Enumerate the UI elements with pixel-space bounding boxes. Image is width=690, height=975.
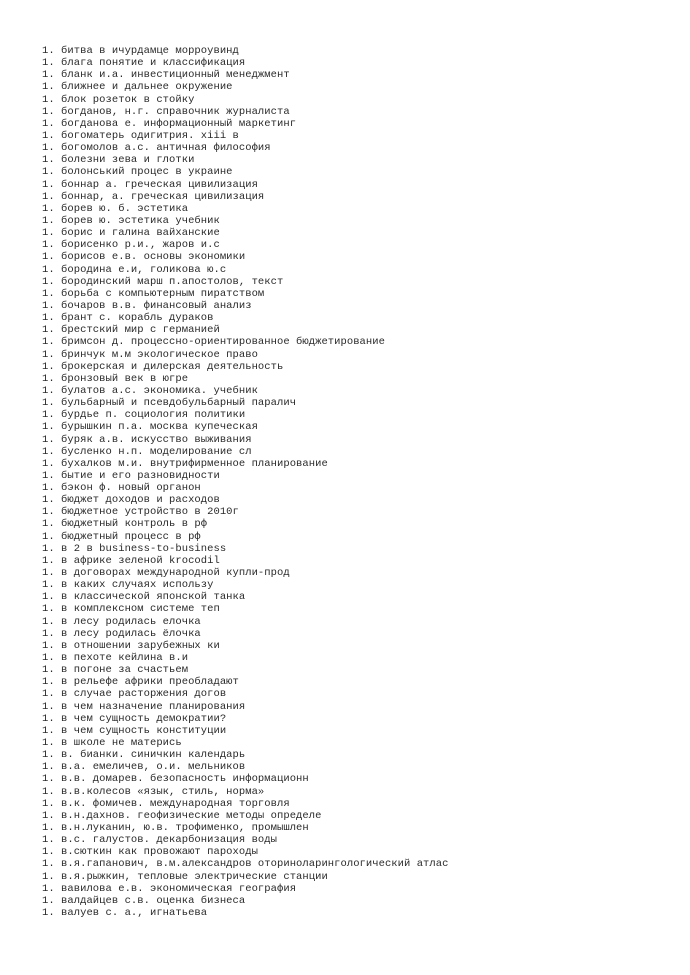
list-item: 1. брокерская и дилерская деятельность (42, 360, 284, 373)
entry-list (42, 45, 448, 919)
list-item: 1. в договорах международной купли-прод (42, 567, 290, 580)
list-item: 1. в каких случаях использу (42, 579, 214, 592)
list-item: 1. в лесу родилась ёлочка (42, 627, 201, 640)
list-item: 1. боннар, а. греческая цивилизация (42, 190, 265, 203)
list-item: 1. в чем сущность конституции (42, 724, 227, 737)
list-item: 1. в. бианки. синичкин календарь (42, 749, 246, 762)
list-item: 1. в.к. фомичев. международная торговля (42, 797, 290, 810)
list-item: 1. в чем сущность демократии? (42, 712, 227, 725)
list-item: 1. бородина е.и, голикова ю.с (42, 263, 227, 276)
list-item: 1. блок розеток в стойку (42, 93, 195, 106)
list-item: 1. борисов е.в. основы экономики (42, 251, 246, 264)
list-item: 1. борев ю. эстетика учебник (42, 214, 220, 227)
list-item: 1. в отношении зарубежных ки (42, 639, 220, 652)
list-item: 1. борев ю. б. эстетика (42, 202, 189, 215)
list-item: 1. в чем назначение планирования (42, 700, 246, 713)
list-item: 1. в школе не матерись (42, 737, 182, 750)
list-item: 1. в.в.колесов «язык, стиль, норма» (42, 785, 265, 798)
list-item: 1. бюджет доходов и расходов (42, 494, 220, 507)
list-item: 1. бурышкин п.а. москва купеческая (42, 421, 258, 434)
list-item: 1. в рельефе африки преобладают (42, 676, 239, 689)
list-item: 1. в пехоте кейлина в.и (42, 652, 189, 665)
list-item: 1. в.я.гапанович, в.м.александров оториноларингологический атлас (42, 858, 449, 871)
list-item: 1. борисенко р.и., жаров и.с (42, 239, 220, 252)
list-item: 1. в лесу родилась елочка (42, 615, 201, 628)
list-item: 1. болезни зева и глотки (42, 154, 195, 167)
list-item: 1. в.с. галустов. декарбонизация воды (42, 834, 277, 847)
list-item: 1. в африке зеленой krocodil (42, 554, 220, 567)
list-item: 1. богданов, н.г. справочник журналиста (42, 105, 290, 118)
list-item: 1. бронзовый век в югре (42, 372, 189, 385)
list-item: 1. бочаров в.в. финансовый анализ (42, 299, 252, 312)
list-item: 1. бюджетное устройство в 2010г (42, 506, 239, 519)
list-item: 1. в случае расторжения догов (42, 688, 227, 701)
list-item: 1. в.я.рыжкин, тепловые электрические станции (42, 870, 328, 883)
list-item: 1. бэкон ф. новый органон (42, 482, 201, 495)
list-item: 1. в.н.дахнов. геофизические методы определе (42, 809, 322, 822)
list-item: 1. в.а. емеличев, о.и. мельников (42, 761, 246, 774)
list-item: 1. в классической японской танка (42, 591, 246, 604)
list-item: 1. валдайцев с.в. оценка бизнеса (42, 894, 246, 907)
list-item: 1. в.н.луканин, ю.в. трофименко, промышлен (42, 822, 309, 834)
list-item: 1. в.в. домарев. безопасность информационн (42, 773, 309, 786)
list-item: 1. бурдье п. социология политики (42, 409, 246, 422)
list-item: 1. бытие и его разновидности (42, 469, 220, 482)
list-item: 1. валуев с. а., игнатьева (42, 906, 208, 919)
list-item: 1. бородинский марш п.апостолов, текст (42, 275, 284, 288)
list-item: 1. бланк и.а. инвестиционный менеджмент (42, 69, 290, 82)
list-item: 1. в комплексном системе теп (42, 603, 220, 616)
list-item: 1. борьба с компьютерным пиратством (42, 287, 265, 300)
list-item: 1. бухалков м.и. внутрифирменное планирование (42, 457, 328, 470)
list-item: 1. боннар а. греческая цивилизация (42, 178, 258, 191)
list-item: 1. богоматерь одигитрия. xiii в (42, 129, 239, 142)
list-item: 1. брестский мир с германией (42, 324, 220, 337)
list-item: 1. вавилова е.в. экономическая география (42, 882, 297, 895)
list-item: 1. бульбарный и псевдобульбарный паралич (42, 397, 297, 410)
list-item: 1. богданова е. информационный маркетинг (42, 117, 297, 130)
list-item: 1. в.сюткин как провожают пароходы (42, 846, 258, 859)
list-item: 1. бусленко н.п. моделирование сл (42, 445, 252, 458)
list-item: 1. буряк а.в. искусство выживания (42, 433, 252, 446)
list-item: 1. булатов а.с. экономика. учебник (42, 384, 258, 397)
list-item: 1. блага понятие и классификация (42, 57, 246, 70)
list-item: 1. бримсон д. процессно-ориентированное бюджетирование (42, 336, 385, 349)
list-item: 1. бюджетный контроль в рф (42, 518, 208, 531)
list-item: 1. ближнее и дальнее окружение (42, 81, 233, 94)
list-item: 1. бринчук м.м экологическое право (42, 348, 258, 361)
list-item: 1. бюджетный процесс в рф (42, 530, 201, 543)
list-item: 1. брант с. корабль дураков (42, 312, 214, 325)
list-item: 1. болонський процес в украине (42, 166, 233, 179)
list-item: 1. в погоне за счастьем (42, 664, 189, 677)
list-item: 1. богомолов а.с. античная философия (42, 142, 271, 155)
list-item: 1. битва в ичурдамце морроувинд (42, 45, 239, 57)
list-item: 1. борис и галина вайханские (42, 227, 220, 240)
list-item: 1. в 2 в business-to-business (42, 542, 227, 555)
